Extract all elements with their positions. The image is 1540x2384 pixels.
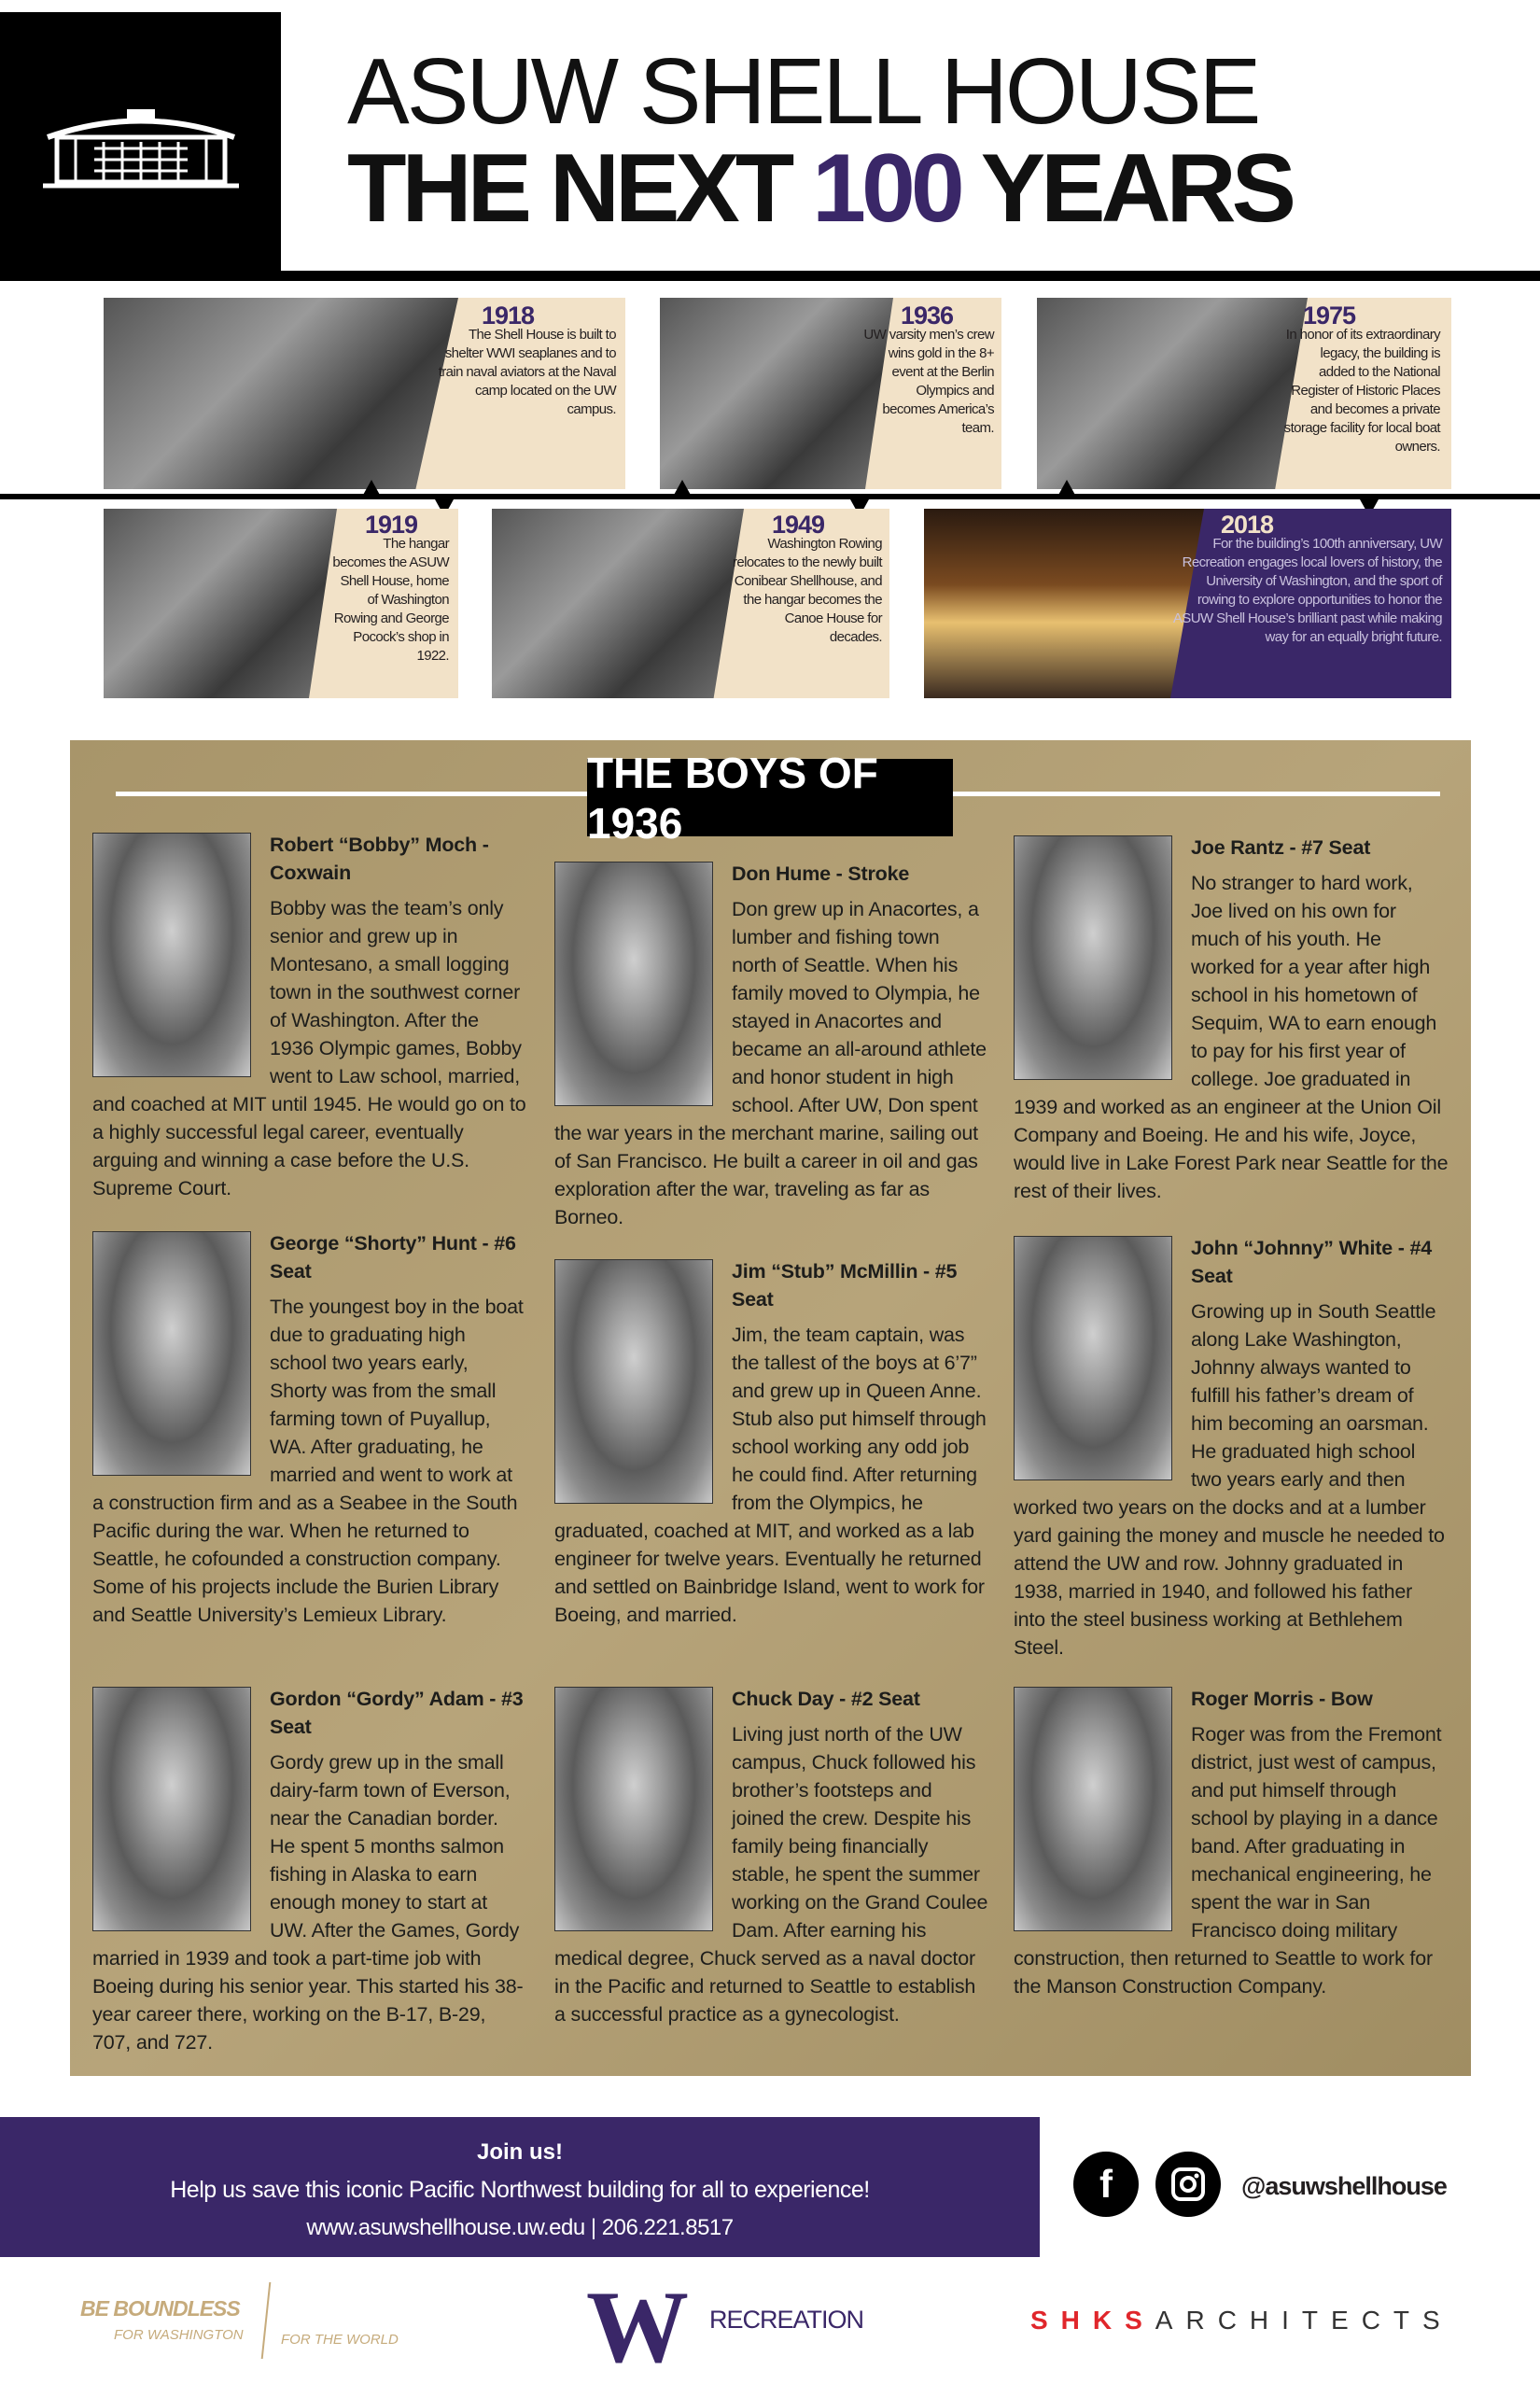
bio-name: Jim “Stub” McMillin - #5 Seat <box>732 1260 958 1311</box>
bio-name: George “Shorty” Hunt - #6 Seat <box>270 1232 516 1283</box>
boundless-sub: FOR WASHINGTON <box>114 2327 244 2343</box>
boundless-text: BE BOUNDLESS <box>80 2296 240 2321</box>
bio-name: Roger Morris - Bow <box>1191 1688 1373 1710</box>
bio-name: Chuck Day - #2 Seat <box>732 1688 920 1710</box>
timeline-text: In honor of its extraordinary legacy, the building is added to the National Register of Historic Places and becomes a private storage facility for local boat owners. <box>1283 327 1440 455</box>
shks-logo <box>1030 2306 1453 2335</box>
bio-name: Don Hume - Stroke <box>732 862 910 885</box>
bio-text: Roger was from the Fremont district, just west of campus, and put himself through school by playing in a dance band. After graduating in mechanical engineering, he spent the war in San Francisco doing military construction, then returned to Seattle to work for the Manson Construction Company. <box>1014 1723 1442 1998</box>
bio-text: Growing up in South Seattle along Lake Washington, Johnny always wanted to fulfill his father’s dream of him becoming an oarsman. He graduated high school two years early and then worked two years on the docks and at a lumber yard gaining the money and muscle he needed to attend the UW and row. Johnny graduated in 1938, married in 1940, and followed his father into the steel business working at Bethlehem Steel. <box>1014 1300 1445 1659</box>
timeline-year: 1918 <box>482 302 535 330</box>
recreation-label: RECREATION <box>709 2306 864 2334</box>
timeline-card-1918 <box>104 298 625 489</box>
shell-house-logo <box>0 12 281 280</box>
title-part: YEARS <box>959 134 1293 243</box>
timeline-year: 1975 <box>1303 302 1356 330</box>
timeline-card-1949 <box>492 509 889 698</box>
bio-name: Robert “Bobby” Moch - Coxwain <box>270 834 489 884</box>
portrait-photo <box>92 833 251 1077</box>
join-banner <box>0 2117 1040 2257</box>
timeline-year: 1936 <box>901 302 954 330</box>
timeline-card-1919 <box>104 509 458 698</box>
shks-text: SHKS <box>1030 2306 1155 2335</box>
timeline-card-1936 <box>660 298 1001 489</box>
architects-text: ARCHITECTS <box>1155 2306 1453 2335</box>
timeline-photo <box>104 509 337 698</box>
bio-white <box>1014 1234 1449 1662</box>
boys-title: THE BOYS OF 1936 <box>587 759 953 836</box>
bio-text: Gordy grew up in the small dairy-farm town of Everson, near the Canadian border. He spent 5 months salmon fishing in Alaska to earn enough money to start at UW. After the Games, Gordy married in 1939 and took a part-time job with Boeing during his senior year. This started his 38-year career there, working on the B-17, B-29, 707, and 727. <box>92 1751 524 2054</box>
timeline-year: 2018 <box>1221 511 1274 539</box>
timeline-text: The Shell House is built to shelter WWI seaplanes and to train naval aviators at the Naval camp located on the UW campus. <box>438 327 616 417</box>
logo-divider <box>261 2282 272 2359</box>
portrait-photo <box>554 862 713 1106</box>
join-message: Help us save this iconic Pacific Northwest building for all to experience! <box>170 2177 870 2203</box>
bio-mcmillin <box>554 1257 989 1629</box>
bio-rantz <box>1014 834 1449 1205</box>
social-handle[interactable]: @asuwshellhouse <box>1241 2172 1447 2200</box>
timeline-photo <box>492 509 744 698</box>
timeline-marker-up <box>673 480 692 497</box>
bio-name: John “Johnny” White - #4 Seat <box>1191 1237 1432 1287</box>
bio-moch <box>92 831 527 1202</box>
be-boundless-logo <box>80 2296 399 2348</box>
bio-name: Joe Rantz - #7 Seat <box>1191 836 1371 859</box>
shell-house-icon <box>38 100 244 193</box>
bio-text: The youngest boy in the boat due to graduating high school two years early, Shorty was from the small farming town of Puyallup, WA. After graduating, he married and went to work at a construction firm and as a Seabee in the South Pacific during the war. When he returned to Seattle, he cofounded a construction company. Some of his projects include the Burien Library and Seattle University’s Lemieux Library. <box>92 1296 524 1626</box>
bio-hume <box>554 860 989 1231</box>
bio-name: Gordon “Gordy” Adam - #3 Seat <box>270 1688 524 1738</box>
bio-adam <box>92 1685 527 2056</box>
instagram-icon[interactable] <box>1155 2152 1221 2217</box>
title-line-1: ASUW SHELL HOUSE <box>347 39 1259 144</box>
bio-text: Bobby was the team’s only senior and grew up in Montesano, a small logging town in the southwest corner of Washington. After the 1936 Olympic games, Bobby went to Law school, married, and coached at MIT until 1945. He would go on to a highly successful legal career, eventually arguing and winning a case before the U.S. Supreme Court. <box>92 897 526 1199</box>
timeline-photo <box>104 298 458 489</box>
timeline-card-2018 <box>924 509 1451 698</box>
timeline-photo <box>1037 298 1308 489</box>
header-rule <box>0 271 1540 281</box>
uw-w-logo: W <box>586 2270 689 2384</box>
join-heading: Join us! <box>476 2139 563 2165</box>
bio-hunt <box>92 1229 527 1629</box>
title-highlight: 100 <box>812 134 960 243</box>
title-part: THE NEXT <box>347 134 813 243</box>
bio-text: No stranger to hard work, Joe lived on his own for much of his youth. He worked for a year after high school in his hometown of Sequim, WA to earn enough to pay for his first year of college. Joe graduated in 1939 and worked as an engineer at the Union Oil Company and Boeing. He and his wife, Joyce, would live in Lake Forest Park near Seattle for the rest of their lives. <box>1014 872 1449 1202</box>
timeline-year: 1949 <box>772 511 825 539</box>
portrait-photo <box>554 1687 713 1931</box>
contact-link[interactable]: www.asuwshellhouse.uw.edu | 206.221.8517 <box>306 2215 734 2240</box>
timeline-year: 1919 <box>365 511 418 539</box>
timeline-line <box>0 494 1540 499</box>
portrait-photo <box>92 1687 251 1931</box>
bio-day <box>554 1685 989 2028</box>
timeline-text: The hangar becomes the ASUW Shell House, home of Washington Rowing and George Pocock’s shop in 1922. <box>332 536 449 664</box>
timeline-photo <box>924 509 1204 698</box>
portrait-photo <box>1014 1236 1172 1480</box>
timeline-marker-up <box>362 480 381 497</box>
bio-text: Don grew up in Anacortes, a lumber and fishing town north of Seattle. When his family moved to Olympia, he stayed in Anacortes and became an all-around athlete and honor student in high school. After UW, Don spent the war years in the merchant marine, sailing out of San Francisco. He built a career in oil and gas exploration after the war, traveling as far as Borneo. <box>554 898 987 1228</box>
title-line-2 <box>347 134 1293 243</box>
facebook-icon[interactable] <box>1073 2152 1139 2217</box>
timeline-text: Washington Rowing relocates to the newly built Conibear Shellhouse, and the hangar becomes the Canoe House for decades. <box>733 536 882 645</box>
portrait-photo <box>92 1231 251 1476</box>
timeline-marker-up <box>1057 480 1076 497</box>
portrait-photo <box>1014 1687 1172 1931</box>
facebook-glyph: f <box>1099 2162 1113 2206</box>
boundless-sub: FOR THE WORLD <box>281 2332 399 2348</box>
timeline-photo <box>660 298 893 489</box>
bio-text: Living just north of the UW campus, Chuck followed his brother’s footsteps and joined the crew. Despite his family being financially stable, he spent the summer working on the Grand Coulee Dam. After earning his medical degree, Chuck served as a naval doctor in the Pacific and returned to Seattle to establish a successful practice as a gynecologist. <box>554 1723 988 2026</box>
timeline-text: UW varsity men’s crew wins gold in the 8+ event at the Berlin Olympics and becomes America’s team. <box>863 327 994 436</box>
portrait-photo <box>1014 835 1172 1080</box>
bio-text: Jim, the team captain, was the tallest of the boys at 6’7” and grew up in Queen Anne. Stub also put himself through school working any odd job he could find. After returning from the Olympics, he graduated, coached at MIT, and worked as a lab engineer for twelve years. Eventually he returned and settled on Bainbridge Island, went to work for Boeing, and married. <box>554 1324 987 1626</box>
timeline-text: For the building’s 100th anniversary, UW Recreation engages local lovers of history, the University of Washington, and the sport of rowing to explore opportunities to honor the ASUW Shell House’s brilliant past while making way for an equally bright future. <box>1172 536 1442 645</box>
timeline-card-1975 <box>1037 298 1451 489</box>
portrait-photo <box>554 1259 713 1504</box>
bio-morris <box>1014 1685 1449 2000</box>
